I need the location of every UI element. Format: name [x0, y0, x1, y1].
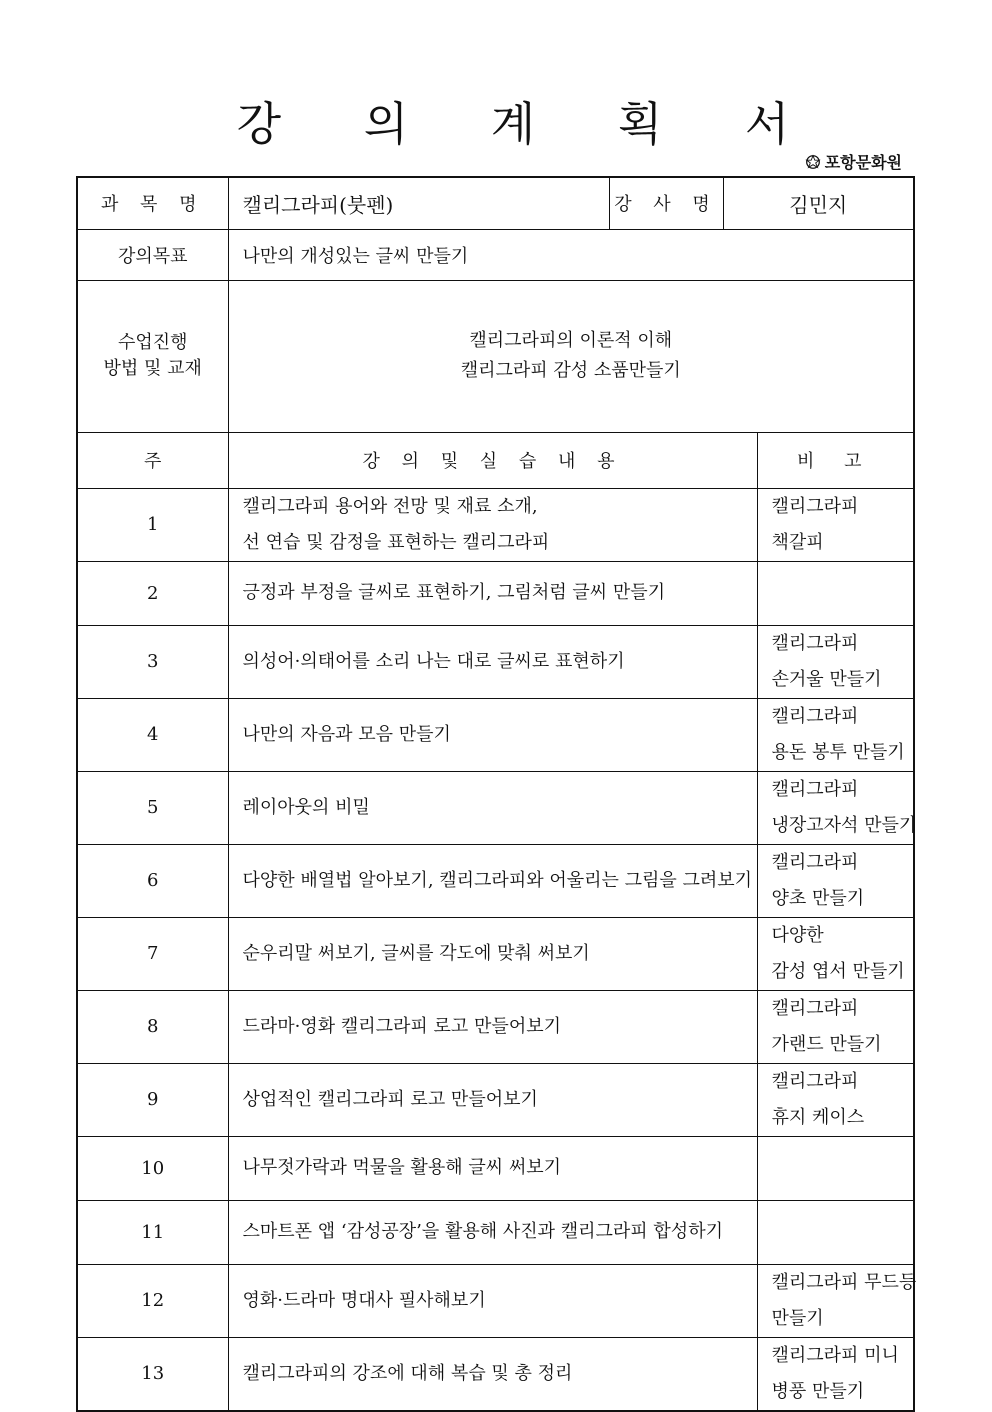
week-note-line: 캘리그라피 [771, 851, 859, 873]
week-number: 7 [77, 917, 228, 990]
note-column-header: 비 고 [757, 432, 914, 488]
week-number: 11 [77, 1200, 228, 1264]
week-row [77, 844, 914, 917]
organization-logo-icon [804, 153, 822, 171]
goal-label: 강의목표 [77, 229, 228, 280]
week-row [77, 488, 914, 561]
week-note [757, 561, 914, 625]
week-note-line: 용돈 봉투 만들기 [771, 741, 905, 763]
week-content [228, 625, 757, 698]
method-label-line-1: 수업진행 [117, 332, 188, 353]
week-note-line: 병풍 만들기 [771, 1380, 865, 1402]
goal-row [77, 229, 914, 280]
week-row [77, 1337, 914, 1411]
week-note-line: 양초 만들기 [771, 887, 865, 909]
week-content [228, 771, 757, 844]
week-note-line: 만들기 [771, 1307, 824, 1329]
week-content [228, 917, 757, 990]
week-note-line: 감성 엽서 만들기 [771, 960, 905, 982]
week-row [77, 990, 914, 1063]
week-number: 8 [77, 990, 228, 1063]
week-content [228, 1063, 757, 1136]
week-number: 3 [77, 625, 228, 698]
method-label [77, 280, 228, 432]
week-content-line: 나만의 자음과 모음 만들기 [242, 723, 451, 745]
lecture-plan-table [76, 176, 915, 1412]
subject-value: 캘리그라피(붓펜) [228, 177, 609, 229]
method-line-2: 캘리그라피 감성 소품만들기 [460, 360, 681, 381]
week-note [757, 990, 914, 1063]
subject-label: 과 목 명 [77, 177, 228, 229]
week-content-line: 의성어·의태어를 소리 나는 대로 글씨로 표현하기 [242, 650, 625, 672]
week-number: 9 [77, 1063, 228, 1136]
week-note [757, 917, 914, 990]
week-content [228, 844, 757, 917]
week-row [77, 625, 914, 698]
week-content-line: 스마트폰 앱 ‘감성공장’을 활용해 사진과 캘리그라피 합성하기 [242, 1221, 723, 1242]
week-row [77, 1264, 914, 1337]
week-content-line: 영화·드라마 명대사 필사해보기 [242, 1289, 486, 1311]
page-title: 강 의 계 획 서 [236, 97, 824, 151]
week-note-line: 가랜드 만들기 [771, 1033, 882, 1055]
week-note-line: 캘리그라피 [771, 1070, 859, 1092]
week-content [228, 1337, 757, 1411]
week-row [77, 1136, 914, 1200]
method-line-1: 캘리그라피의 이론적 이해 [469, 330, 673, 351]
week-content [228, 561, 757, 625]
week-note [757, 1200, 914, 1264]
week-number: 4 [77, 698, 228, 771]
method-label-line-2: 방법 및 교재 [103, 358, 202, 379]
method-row [77, 280, 914, 432]
week-note [757, 1063, 914, 1136]
week-note-line: 캘리그라피 [771, 495, 859, 517]
week-note [757, 1337, 914, 1411]
organization-mark [804, 150, 902, 173]
week-note [757, 698, 914, 771]
week-note-line: 책갈피 [771, 531, 824, 553]
week-note-line: 다양한 [771, 924, 824, 946]
week-number: 13 [77, 1337, 228, 1411]
week-note [757, 1136, 914, 1200]
week-note-line: 휴지 케이스 [771, 1106, 865, 1128]
week-note [757, 844, 914, 917]
content-column-header: 강 의 및 실 습 내 용 [228, 432, 757, 488]
week-row [77, 1200, 914, 1264]
week-note-line: 캘리그라피 미니 [771, 1344, 899, 1366]
instructor-value: 김민지 [723, 177, 914, 229]
week-row [77, 698, 914, 771]
week-note [757, 771, 917, 844]
week-content [228, 488, 757, 561]
week-number: 6 [77, 844, 228, 917]
week-note [757, 625, 914, 698]
week-number: 12 [77, 1264, 228, 1337]
week-note-line: 캘리그라피 [771, 705, 859, 727]
goal-value: 나만의 개성있는 글씨 만들기 [228, 229, 914, 280]
week-note [757, 488, 914, 561]
week-note-line: 캘리그라피 [771, 778, 859, 800]
week-note-line: 캘리그라피 무드등 [771, 1271, 917, 1293]
week-number: 1 [77, 488, 228, 561]
week-content-line: 캘리그라피 용어와 전망 및 재료 소개, [242, 495, 538, 517]
week-content-line: 상업적인 캘리그라피 로고 만들어보기 [242, 1088, 538, 1110]
week-content-line: 순우리말 써보기, 글씨를 각도에 맞춰 써보기 [242, 942, 590, 964]
organization-name: 포항문화원 [824, 153, 902, 172]
schedule-header-row [77, 432, 914, 488]
week-number: 2 [77, 561, 228, 625]
week-content-line: 긍정과 부정을 글씨로 표현하기, 그림처럼 글씨 만들기 [242, 582, 666, 603]
week-row [77, 1063, 914, 1136]
week-content [228, 1264, 757, 1337]
week-content [228, 1136, 757, 1200]
instructor-label: 강 사 명 [609, 177, 723, 229]
subject-row [77, 177, 914, 229]
week-content [228, 990, 757, 1063]
week-content-line: 나무젓가락과 먹물을 활용해 글씨 써보기 [242, 1157, 561, 1178]
week-content-line: 레이아웃의 비밀 [242, 796, 370, 818]
week-row [77, 771, 914, 844]
week-note-line: 손거울 만들기 [771, 668, 882, 690]
week-note-line: 냉장고자석 만들기 [771, 814, 917, 836]
week-content [228, 1200, 757, 1264]
week-content-line: 캘리그라피의 강조에 대해 복습 및 총 정리 [242, 1362, 573, 1384]
method-value [228, 280, 914, 432]
week-column-header: 주 [77, 432, 228, 488]
week-note-line: 캘리그라피 [771, 997, 859, 1019]
week-content [228, 698, 757, 771]
week-content-line: 다양한 배열법 알아보기, 캘리그라피와 어울리는 그림을 그려보기 [242, 869, 753, 891]
week-number: 5 [77, 771, 228, 844]
week-row [77, 917, 914, 990]
week-note [757, 1264, 917, 1337]
week-content-line: 드라마·영화 캘리그라피 로고 만들어보기 [242, 1015, 561, 1037]
week-content-line: 선 연습 및 감정을 표현하는 캘리그라피 [242, 531, 550, 553]
week-number: 10 [77, 1136, 228, 1200]
week-note-line: 캘리그라피 [771, 632, 859, 654]
week-row [77, 561, 914, 625]
